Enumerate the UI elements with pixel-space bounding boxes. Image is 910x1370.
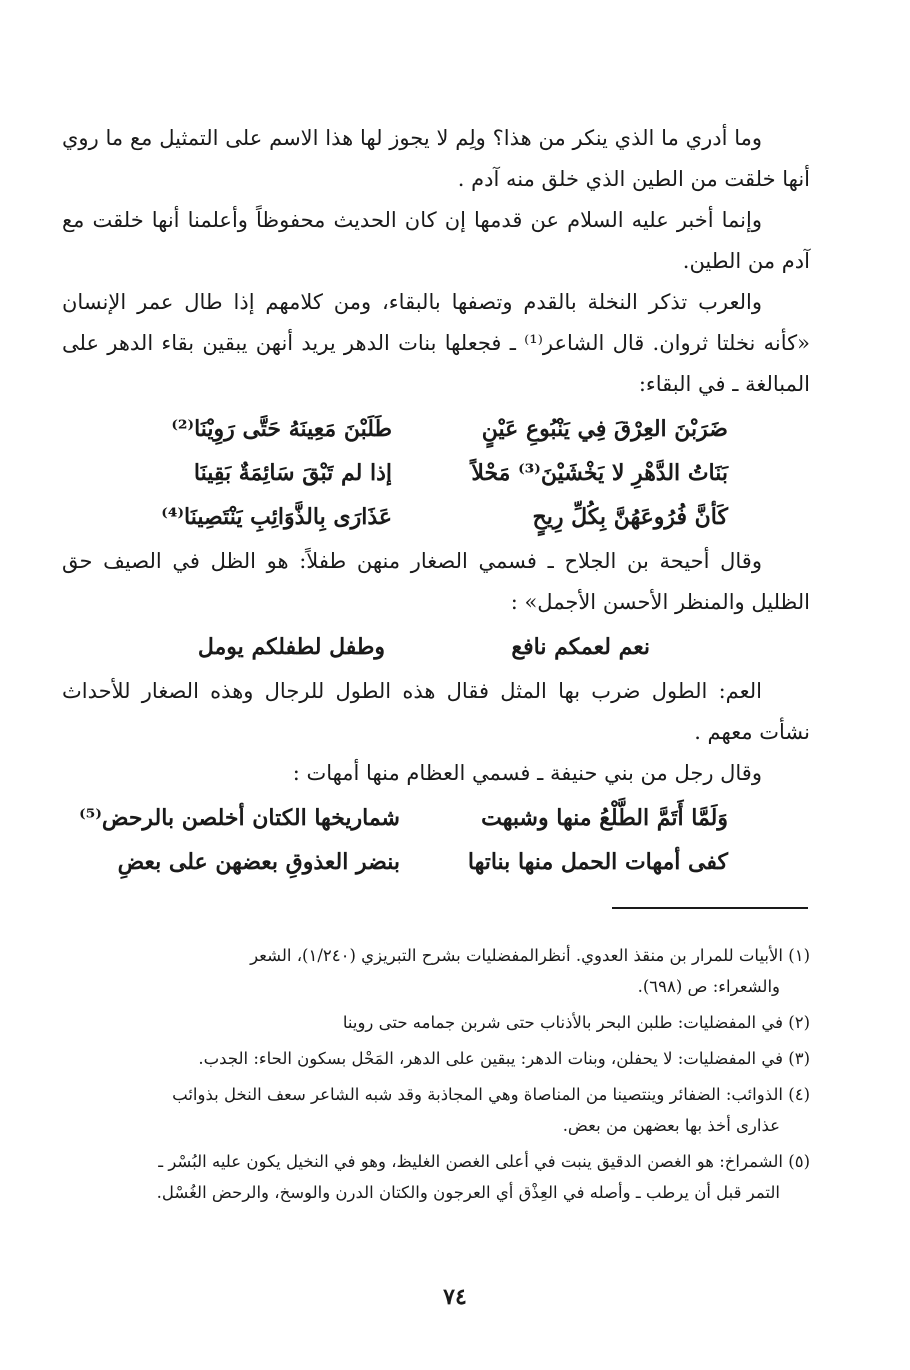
footnote-1 (62, 940, 810, 1002)
poem-2 (62, 625, 810, 669)
footnote-2: (٢) في المفضليات: طلبن البحر بالأذناب حتى شربن جمامه حتى روينا (342, 1013, 810, 1032)
verse-second-hemistich: إذا لم تَبْقَ سَائِمَةٌ بَقِينَا (193, 460, 392, 486)
paragraph-5: العم: الطول ضرب بها المثل فقال هذه الطول للرجال وهذه الصغار للأحداث نشأت معهم . (62, 679, 810, 744)
verse-first-hemistich: كفى أمهات الحمل منها بناتها (467, 849, 728, 875)
poem-1 (62, 407, 810, 539)
verse-first-hemistich: بَنَاتُ الدَّهْرِ لا يَخْشَيْنَ⁽³⁾ مَحْلاً (471, 460, 728, 486)
footnote-text: (٤) الذوائب: الضفائر وينتصينا من المناصاة وهي المجاذبة وقد شبه الشاعر سعف النخل بذوائب (172, 1085, 810, 1104)
verse-second-hemistich: شماريخها الكتان أخلصن بالرحض⁽⁵⁾ (79, 805, 400, 831)
verse-second-hemistich: بنضر العذوقِ بعضهن على بعضِ (117, 849, 400, 875)
footnote-divider (612, 907, 808, 909)
verse-second-hemistich: طَلَبْنَ مَعِينَهُ حَتَّى رَوِيْنَا⁽²⁾ (171, 416, 392, 442)
verse-line (62, 495, 810, 539)
footnote-5 (62, 1146, 810, 1208)
paragraph-4: وقال أحيحة بن الجلاح ـ فسمي الصغار منهن طفلاً: هو الظل في الصيف حق الظليل والمنظر الأحسن الأجمل» : (62, 549, 810, 614)
footnote-continuation: والشعراء: ص (٦٩٨). (637, 977, 780, 996)
paragraph-1: وما أدري ما الذي ينكر من هذا؟ ولِم لا يجوز لها هذا الاسم على التمثيل مع ما روي أنها خلقت من الطين الذي خلق منه آدم . (62, 126, 810, 191)
footnote-text: (١) الأبيات للمرار بن منقذ العدوي. أنظرالمفضليات بشرح التبريزي (١/٢٤٠)، الشعر (250, 946, 810, 965)
verse-line (62, 407, 810, 451)
main-text (62, 118, 810, 886)
verse-second-hemistich: عَذَارَى بِالذَّوَائِبِ يَنْتَصِينَا⁽⁴⁾ (161, 504, 392, 530)
footnote-continuation: عذارى أخذ بها بعضهن من بعض. (562, 1116, 780, 1135)
verse-line (62, 625, 810, 669)
footnote-continuation: التمر قبل أن يرطب ـ وأصله في العِذْق أي العرجون والكتان الدرن والوسخ، والرحض الغُسْل. (156, 1183, 780, 1202)
paragraph-2: وإنما أخبر عليه السلام عن قدمها إن كان الحديث محفوظاً وأعلمنا أنها خلقت مع آدم من الطين. (62, 208, 810, 273)
footnotes (62, 940, 810, 1213)
verse-line (62, 840, 810, 884)
verse-first-hemistich: كَأنَّ فُرُوعَهُنَّ بِكُلِّ رِيحٍ (532, 504, 728, 530)
page-number: ٧٤ (443, 1284, 467, 1310)
footnote-4 (62, 1079, 810, 1141)
verse-first-hemistich: وَلَمَّا أَتَمَّ الطَّلْعُ منها وشبهت (481, 805, 728, 831)
verse-first-hemistich: ضَرَبْنَ العِرْقَ فِي يَنْبُوعِ عَيْنٍ (481, 416, 728, 442)
verse-first-hemistich: نعم لعمكم نافع (511, 634, 650, 660)
poem-3 (62, 796, 810, 884)
verse-line (62, 796, 810, 840)
verse-line (62, 451, 810, 495)
footnote-text: (٥) الشمراخ: هو الغصن الدقيق ينبت في أعلى الغصن الغليظ، وهو في النخيل يكون عليه البُسْر ـ (158, 1152, 810, 1171)
paragraph-6: وقال رجل من بني حنيفة ـ فسمي العظام منها أمهات : (292, 761, 762, 785)
paragraph-3: والعرب تذكر النخلة بالقدم وتصفها بالبقاء، ومن كلامهم إذا طال عمر الإنسان «كأنه نخلتا ثروان. قال الشاعر⁽¹⁾ ـ فجعلها بنات الدهر يريد أنهن يبقين بقاء الدهر على المبالغة ـ في البقاء: (62, 290, 810, 396)
footnote-3: (٣) في المفضليات: لا يحفلن، وبنات الدهر: يبقين على الدهر، المَحْل بسكون الحاء: الجدب. (198, 1049, 810, 1068)
verse-second-hemistich: وطفل لطفلكم يومل (197, 634, 385, 660)
